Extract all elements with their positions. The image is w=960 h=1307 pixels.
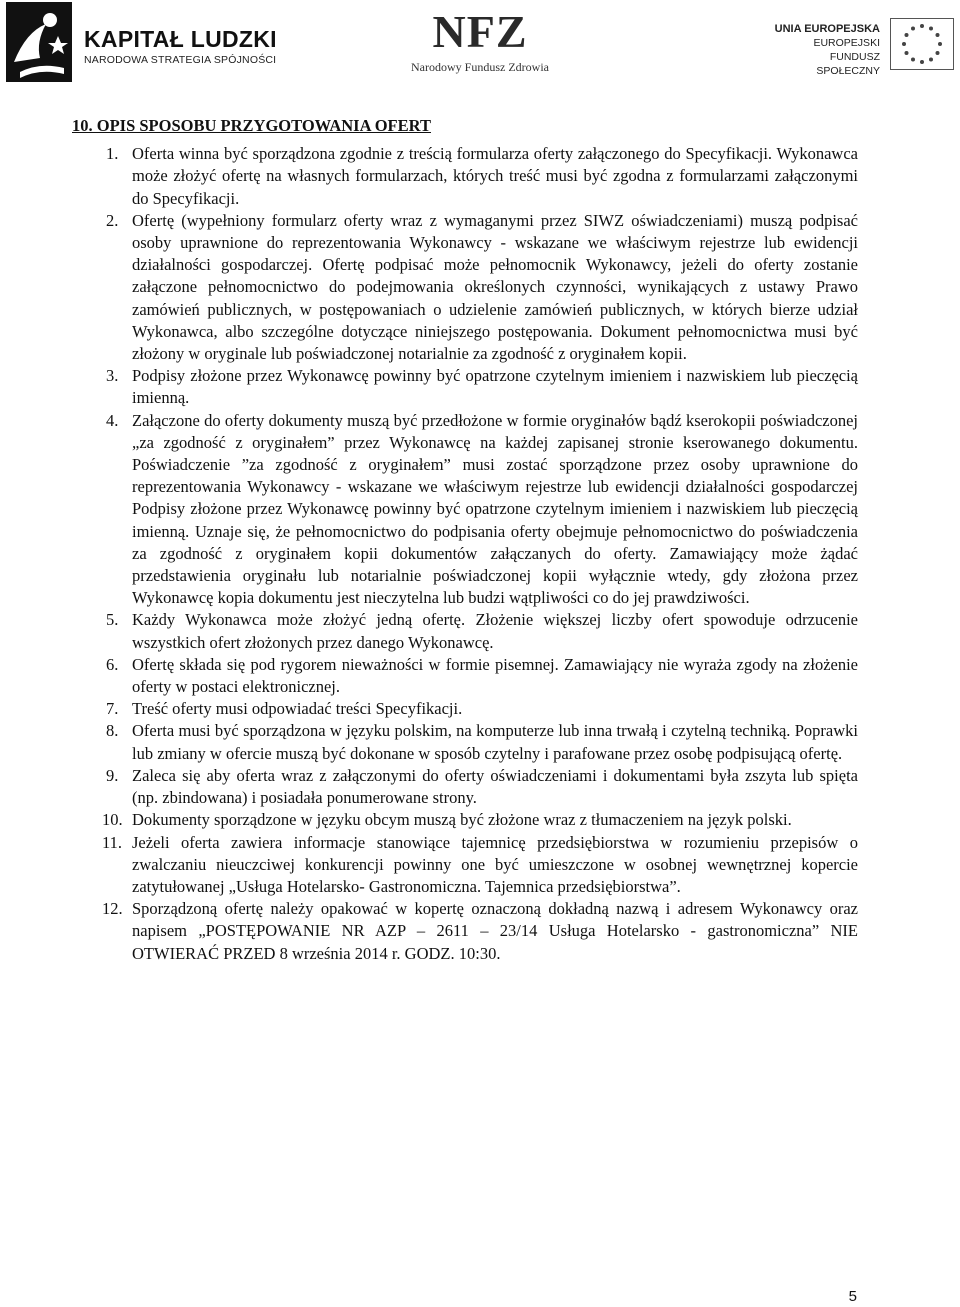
item-number: 10. xyxy=(102,810,123,830)
item-number: 2. xyxy=(106,210,119,230)
list-item xyxy=(72,832,858,899)
list-item xyxy=(72,898,858,965)
list-item xyxy=(72,210,858,365)
list-item xyxy=(72,609,858,653)
eu-flag-stars-icon xyxy=(890,18,954,70)
item-text: Dokumenty sporządzone w języku obcym muszą być złożone wraz z tłumaczeniem na język polski. xyxy=(132,810,792,830)
list-item xyxy=(72,809,858,831)
list-item xyxy=(72,654,858,698)
list-item xyxy=(72,765,858,809)
item-text: Ofertę (wypełniony formularz oferty wraz z wymaganymi przez SIWZ oświadczeniami) muszą podpisać osoby uprawnione do reprezentowania Wykonawcy - wskazane we właściwym rejestrze lub ewidencji działalności gospodarczej. Ofertę podpisać może pełnomocnik Wykonawcy, jeżeli do oferty zostanie załączone pełnomocnictwo do podejmowania określonych czynności, wynikających z ustawy Prawo zamówień publicznych, w postępowaniach o udzielenie zamówień publicznych, w których bierze udział Wykonawca, albo szczególne dotyczące niniejszego postępowania. Dokument pełnomocnictwa musi być złożony w oryginale lub poświadczonej notarialnie za zgodność z oryginałem kopii. xyxy=(132,210,858,364)
item-number: 11. xyxy=(102,832,123,852)
instructions-list xyxy=(72,143,858,965)
nfz-subtitle: Narodowy Fundusz Zdrowia xyxy=(411,60,549,74)
item-number: 6. xyxy=(106,654,119,674)
item-number: 1. xyxy=(106,144,119,164)
nfz-mark: NFZ xyxy=(432,6,528,57)
eu-logo xyxy=(770,18,960,78)
eu-line-1: UNIA EUROPEJSKA xyxy=(774,23,880,35)
item-number: 3. xyxy=(106,366,119,386)
kapital-ludzki-emblem-icon xyxy=(6,2,72,82)
item-text: Każdy Wykonawca może złożyć jedną ofertę. Złożenie większej liczby ofert spowoduje odrzucenie wszystkich ofert złożonych przez danego Wykonawcę. xyxy=(132,610,858,652)
item-text: Załączone do oferty dokumenty muszą być przedłożone w formie oryginałów bądź kserokopii poświadczonej „za zgodność z oryginałem” przez Wykonawcę na każdej zapisanej stronie kserowanego dokumentu. Poświadczenie ”za zgodność z oryginałem” musi zostać sporządzone przez osoby uprawnione do reprezentowania Wykonawcy - wskazane we właściwym rejestrze lub ewidencji działalności gospodarczej Podpisy złożone przez Wykonawcę powinny być opatrzone czytelnym imieniem i nazwiskiem lub pieczęcią imienną. Uznaje się, że pełnomocnictwo do podpisania oferty obejmuje pełnomocnictwo do poświadczenia za zgodność z oryginałem kopii dokumentów załączanych do oferty. Zamawiający może żądać przedstawienia oryginału lub notarialnie poświadczonej kopii wyłącznie wtedy, gdy złożona przez Wykonawcę kopia dokumentu jest nieczytelna lub budzi wątpliwości co do jej prawdziwości. xyxy=(132,410,858,608)
eu-line-3: FUNDUSZ SPOŁECZNY xyxy=(816,51,880,77)
item-text: Oferta winna być sporządzona zgodnie z treścią formularza oferty załączonego do Specyfikacji. Wykonawca może złożyć ofertę na własnych formularzach, których treść musi być zgodna z formularzami załączonymi do Specyfikacji. xyxy=(132,144,858,208)
list-item xyxy=(72,410,858,610)
kapital-ludzki-title: KAPITAŁ LUDZKI xyxy=(84,26,277,52)
item-text: Treść oferty musi odpowiadać treści Specyfikacji. xyxy=(132,699,463,719)
item-number: 12. xyxy=(102,899,123,919)
nfz-logo xyxy=(405,8,555,80)
document-body xyxy=(72,115,858,965)
item-number: 5. xyxy=(106,610,119,630)
item-text: Podpisy złożone przez Wykonawcę powinny być opatrzone czytelnym imieniem i nazwiskiem lub pieczęcią imienną. xyxy=(132,366,858,408)
kapital-ludzki-logo xyxy=(6,2,296,84)
item-number: 4. xyxy=(106,410,119,430)
eu-line-2: EUROPEJSKI xyxy=(813,37,880,49)
item-text: Sporządzoną ofertę należy opakować w kopertę oznaczoną dokładną nazwą i adresem Wykonawcy oraz napisem „POSTĘPOWANIE NR AZP – 2611 – 23/14 Usługa Hotelarsko - gastronomiczna” NIE OTWIERAĆ PRZED 8 września 2014 r. GODZ. 10:30. xyxy=(132,899,858,963)
item-number: 8. xyxy=(106,721,119,741)
item-text: Ofertę składa się pod rygorem nieważności w formie pisemnej. Zamawiający nie wyraża zgody na złożenie oferty w postaci elektronicznej. xyxy=(132,654,858,697)
item-text: Jeżeli oferta zawiera informacje stanowiące tajemnicę przedsiębiorstwa w rozumieniu przepisów o zwalczaniu nieuczciwej konkurencji powinny one być umieszczone w osobnej wewnętrznej kopercie zatytułowanej „Usługa Hotelarsko- Gastronomiczna. Tajemnica przedsiębiorstwa”. xyxy=(132,832,858,896)
list-item xyxy=(72,365,858,409)
list-item xyxy=(72,698,858,720)
section-heading: 10. OPIS SPOSOBU PRZYGOTOWANIA OFERT xyxy=(72,116,431,135)
list-item xyxy=(72,720,858,764)
item-text: Oferta musi być sporządzona w języku polskim, na komputerze lub inna trwałą i czytelną techniką. Poprawki lub zmiany w ofercie muszą być dokonane w sposób czytelny i parafowane przez osobę podpisującą ofertę. xyxy=(132,721,858,763)
kapital-ludzki-subtitle: NARODOWA STRATEGIA SPÓJNOŚCI xyxy=(84,54,277,66)
page-header xyxy=(0,0,960,90)
item-number: 7. xyxy=(106,699,119,719)
page-number: 5 xyxy=(848,1288,857,1305)
item-text: Zaleca się aby oferta wraz z załączonymi do oferty oświadczeniami i dokumentami była zszyta lub spięta (np. zbindowana) i posiadała ponumerowane strony. xyxy=(132,765,858,808)
item-number: 9. xyxy=(106,765,119,785)
list-item xyxy=(72,143,858,210)
